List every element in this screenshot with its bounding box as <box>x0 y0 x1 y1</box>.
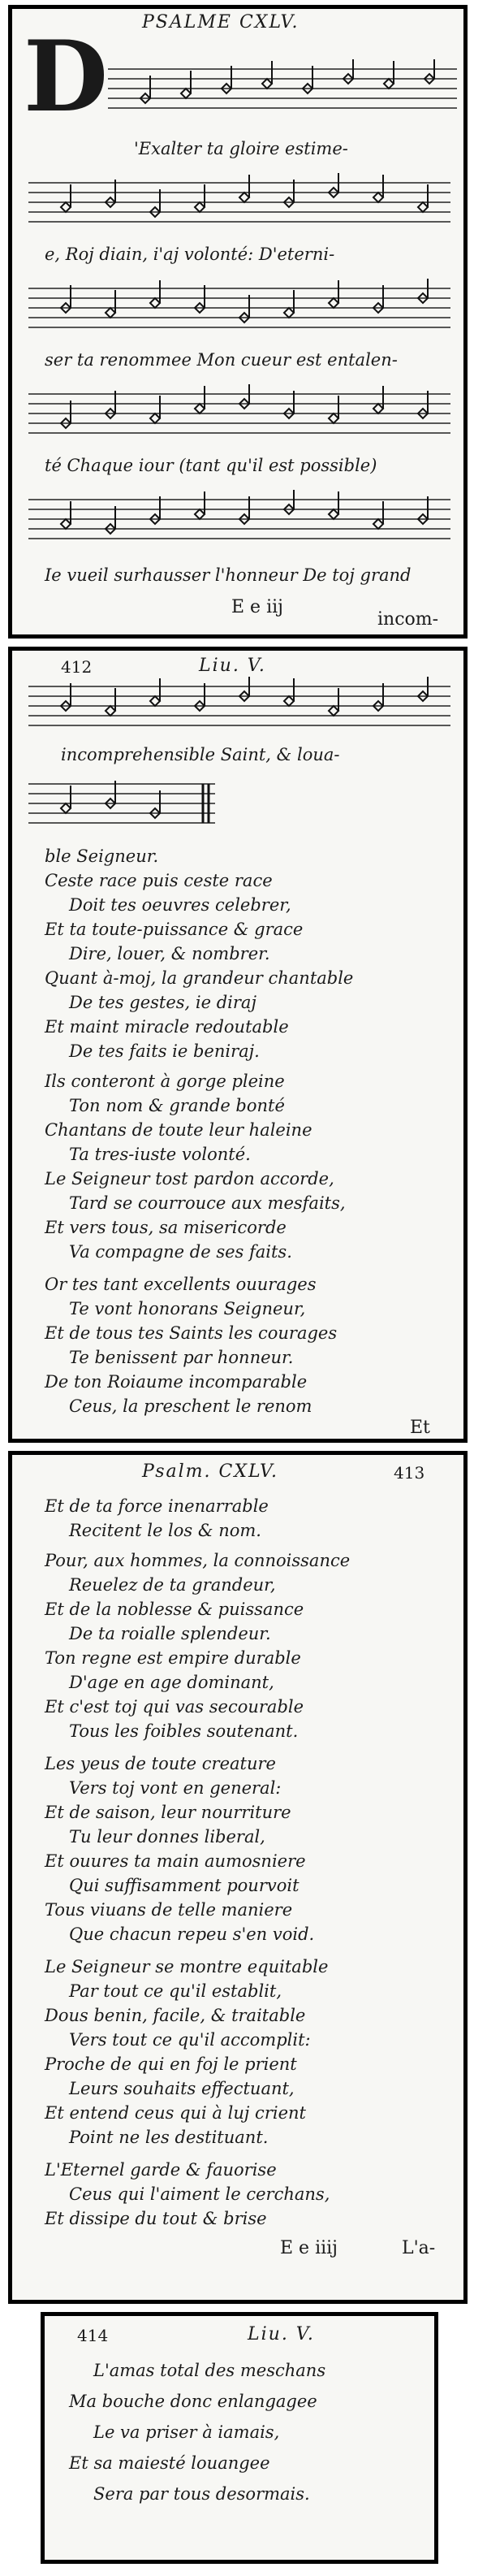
catchword: Et <box>410 1418 430 1438</box>
music-staff <box>108 58 457 123</box>
verse-line: Et de ta force inenarrable <box>45 1496 269 1516</box>
verse-line: Point ne les destituant. <box>69 2128 269 2147</box>
verse-line: Et de la noblesse & puissance <box>45 1600 304 1619</box>
verse-line: Et de tous tes Saints les courages <box>45 1323 338 1343</box>
verse-line: Vers toj vont en general: <box>69 1778 282 1798</box>
music-staff <box>28 171 450 236</box>
verse-line: De tes faits ie beniraj. <box>69 1041 260 1061</box>
verse-line: ble Seigneur. <box>45 846 159 866</box>
verse-line: Pour, aux hommes, la connoissance <box>45 1551 351 1570</box>
page-number: 414 <box>77 2326 109 2345</box>
page-3 <box>8 1451 468 2304</box>
verse-line: Reuelez de ta grandeur, <box>69 1575 276 1595</box>
running-head: PSALME CXLV. <box>142 12 300 32</box>
verse-line: Que chacun repeu s'en void. <box>69 1924 315 1944</box>
verse-line: Ceus qui l'aiment le cerchans, <box>69 2184 330 2204</box>
lyric-line: incomprehensible Saint, & loua- <box>61 745 340 764</box>
verse-line: Ils conteront à gorge pleine <box>45 1072 285 1091</box>
verse-line: Et ta toute-puissance & grace <box>45 920 304 939</box>
verse-line: Et maint miracle redoutable <box>45 1017 289 1037</box>
verse-line: Par tout ce qu'il establit, <box>69 1981 282 2001</box>
drop-cap: D <box>24 19 109 134</box>
verse-line: Doit tes oeuvres celebrer, <box>69 895 291 915</box>
verse-line: De tes gestes, ie diraj <box>69 993 256 1012</box>
verse-line: Et entend ceus qui à luj crient <box>45 2103 306 2123</box>
verse-line: Et vers tous, sa misericorde <box>45 1218 287 1237</box>
page-4 <box>41 2312 438 2564</box>
signature-mark: E e iij <box>231 597 283 617</box>
verse-line: Tous les foibles soutenant. <box>69 1721 299 1741</box>
signature-mark: E e iiij <box>280 2238 338 2258</box>
lyric-line: 'Exalter ta gloire estime- <box>134 139 348 158</box>
verse-line: Le Seigneur tost pardon accorde, <box>45 1169 334 1188</box>
verse-line: Va compagne de ses faits. <box>69 1242 292 1262</box>
verse-line: Et de saison, leur nourriture <box>45 1803 291 1822</box>
lyric-line: ser ta renommee Mon cueur est entalen- <box>45 350 398 370</box>
lyric-line: Ie vueil surhausser l'honneur De toj grand <box>45 565 412 585</box>
running-head: Psalm. CXLV. <box>142 1461 279 1482</box>
verse-line: Ta tres-iuste volonté. <box>69 1145 251 1164</box>
verse-line: Et sa maiesté louangee <box>69 2453 270 2473</box>
verse-line: Proche de qui en foj le prient <box>45 2054 297 2074</box>
verse-line: Le va priser à iamais, <box>93 2422 280 2442</box>
verse-line: De ta roialle splendeur. <box>69 1624 271 1643</box>
running-head: Liu. V. <box>248 2324 315 2344</box>
page-1 <box>8 5 468 639</box>
page-number: 413 <box>394 1463 425 1483</box>
music-staff <box>28 383 450 448</box>
verse-line: Ma bouche donc enlangagee <box>69 2392 317 2411</box>
music-staff <box>28 277 450 342</box>
verse-line: Qui suffisamment pourvoit <box>69 1876 300 1895</box>
verse-line: Ceus, la preschent le renom <box>69 1396 312 1416</box>
verse-line: Et ouures ta main aumosniere <box>45 1851 306 1871</box>
catchword: incom- <box>377 609 439 630</box>
verse-line: Vers tout ce qu'il accomplit: <box>69 2030 311 2050</box>
verse-line: Tous viuans de telle maniere <box>45 1900 293 1920</box>
verse-line: Recitent le los & nom. <box>69 1521 261 1540</box>
verse-line: Te vont honorans Seigneur, <box>69 1299 306 1318</box>
page-number: 412 <box>61 657 93 677</box>
lyric-line: e, Roj diain, i'aj volonté: D'eterni- <box>45 245 335 264</box>
running-head: Liu. V. <box>199 656 266 676</box>
verse-line: Et dissipe du tout & brise <box>45 2209 267 2228</box>
verse-line: Le Seigneur se montre equitable <box>45 1957 329 1976</box>
verse-line: Chantans de toute leur haleine <box>45 1120 312 1140</box>
verse-line: Or tes tant excellents ouurages <box>45 1275 317 1294</box>
verse-line: D'age en age dominant, <box>69 1673 274 1692</box>
verse-line: Ceste race puis ceste race <box>45 871 273 890</box>
verse-line: Les yeus de toute creature <box>45 1754 276 1773</box>
verse-line: L'Eternel garde & fauorise <box>45 2160 277 2180</box>
verse-line: Ton regne est empire durable <box>45 1648 301 1668</box>
verse-line: Dous benin, facile, & traitable <box>45 2006 306 2025</box>
music-staff <box>28 488 450 553</box>
verse-line: L'amas total des meschans <box>93 2361 326 2380</box>
verse-line: Leurs souhaits effectuant, <box>69 2079 295 2098</box>
verse-line: Ton nom & grande bonté <box>69 1096 285 1115</box>
verse-line: Sera par tous desormais. <box>93 2484 310 2504</box>
verse-line: De ton Roiaume incomparable <box>45 1372 308 1392</box>
verse-line: Et c'est toj qui vas secourable <box>45 1697 304 1717</box>
catchword: L'a- <box>402 2238 436 2258</box>
page-2 <box>8 647 468 1443</box>
verse-line: Dire, louer, & nombrer. <box>69 944 270 963</box>
lyric-line: té Chaque iour (tant qu'il est possible) <box>45 456 377 475</box>
verse-line: Quant à-moj, la grandeur chantable <box>45 968 354 988</box>
music-staff <box>28 675 450 740</box>
verse-line: Te benissent par honneur. <box>69 1348 294 1367</box>
music-staff <box>28 773 215 838</box>
verse-line: Tu leur donnes liberal, <box>69 1827 265 1846</box>
verse-line: Tard se courrouce aux mesfaits, <box>69 1193 346 1213</box>
